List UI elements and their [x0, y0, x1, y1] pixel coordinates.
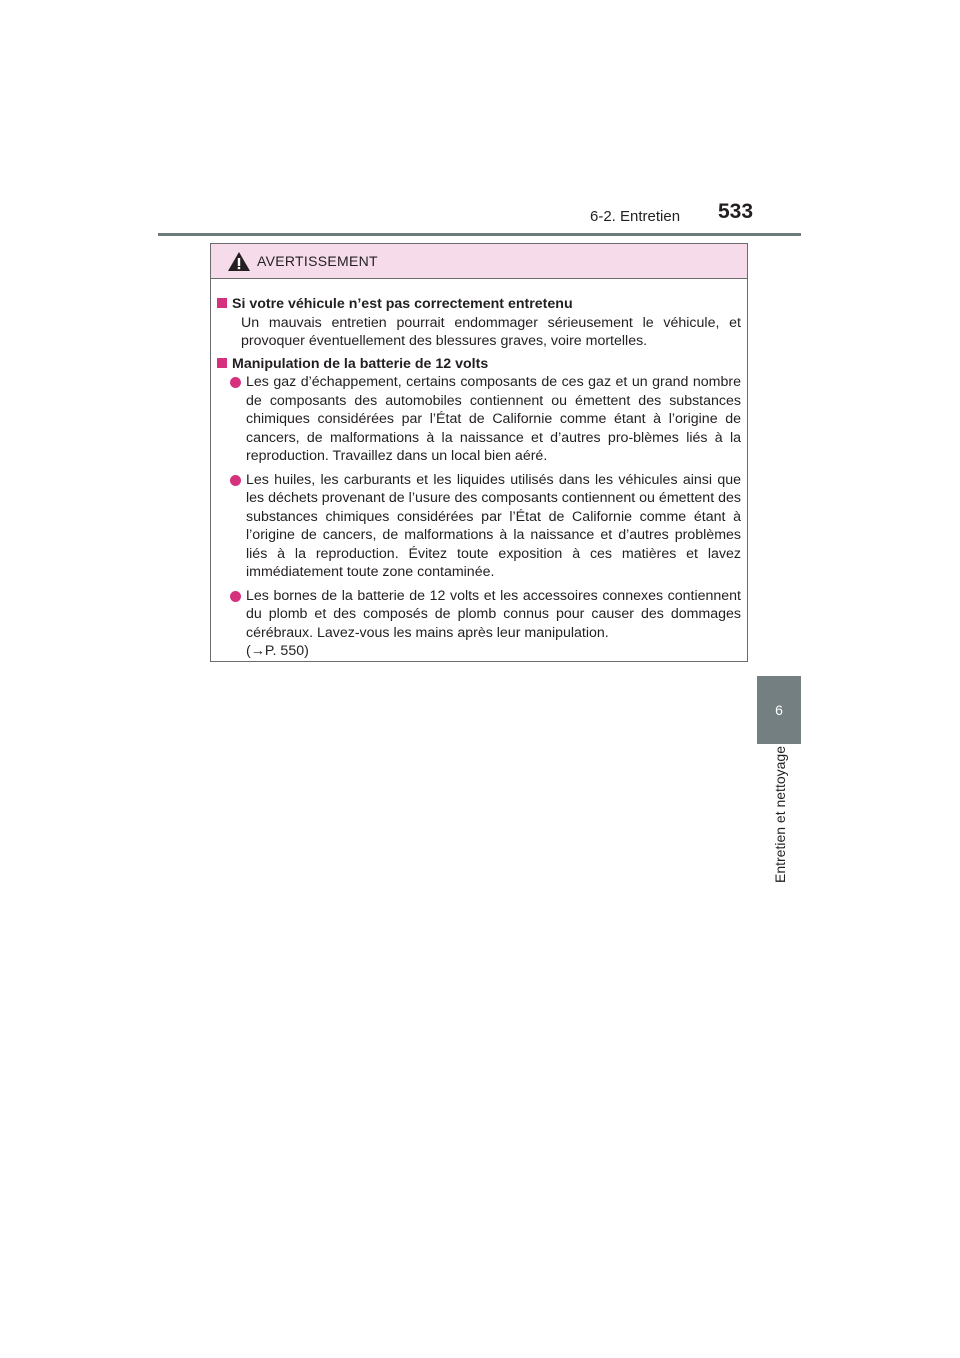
list-item-text [246, 587, 741, 661]
round-bullet-icon [230, 377, 241, 388]
round-bullet-icon [230, 591, 241, 602]
section-heading [217, 295, 741, 314]
list-item-text: Les gaz d’échappement, certains composants de ces gaz et un grand nombre de composants des automobiles contiennent ou émettent des substances chimiques considérées par l’État de Californie comme étant à l’origine de cancers, de malformations à la naissance et d’autres pro-blèmes liés à la reproduction. Travaillez dans un local bien aéré. [246, 374, 741, 464]
warning-title: AVERTISSEMENT [257, 253, 378, 269]
square-bullet-icon [217, 298, 227, 308]
warning-box [210, 243, 748, 662]
warning-triangle-icon [227, 251, 251, 272]
chapter-title-vertical [760, 746, 800, 896]
warning-body [211, 279, 747, 661]
page-reference-link[interactable]: (→P. 550) [246, 643, 309, 659]
section-heading-text: Manipulation de la batterie de 12 volts [232, 355, 489, 372]
warning-header [211, 244, 747, 279]
chapter-title: Entretien et nettoyage [772, 746, 788, 883]
list-item-text-body: Les bornes de la batterie de 12 volts et les accessoires connexes contiennent du plomb et des composés de plomb connus pour causer des dommages cérébraux. Lavez-vous les mains après leur manipulation. [246, 587, 741, 641]
section-heading [217, 355, 741, 374]
section-paragraph: Un mauvais entretien pourrait endommager sérieusement le véhicule, et provoquer éventuellement des blessures graves, voire mortelles. [241, 314, 741, 349]
header-divider [158, 233, 801, 236]
square-bullet-icon [217, 358, 227, 368]
list-item [230, 373, 741, 466]
list-item [230, 471, 741, 582]
section-title: 6-2. Entretien [590, 208, 681, 225]
list-item-text: Les huiles, les carburants et les liquides utilisés dans les véhicules ainsi que les déchets provenant de l’usure des composants contiennent ou émettent des substances chimiques considérées par l’État de Californie comme étant à l’origine de cancers, de malformations à la naissance et d’autres problèmes liés à la reproduction. Évitez toute exposition à ces matières et lavez immédiatement toute zone contaminée. [246, 471, 741, 580]
chapter-number: 6 [775, 702, 783, 718]
chapter-tab [757, 676, 801, 744]
section-heading-text: Si votre véhicule n’est pas correctement entretenu [232, 296, 573, 312]
page-number: 533 [718, 200, 754, 223]
list-item [230, 587, 741, 661]
round-bullet-icon [230, 475, 241, 486]
